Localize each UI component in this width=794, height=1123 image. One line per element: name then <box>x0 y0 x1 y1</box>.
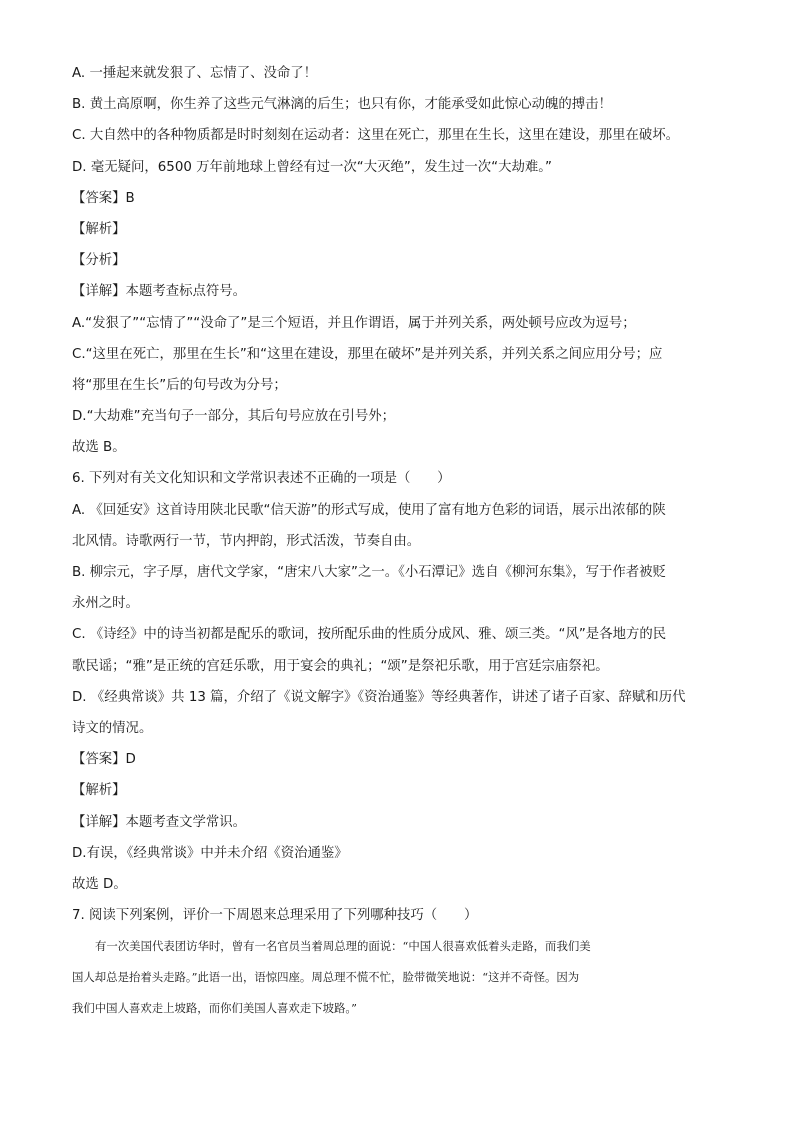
question-7: 7. 阅读下列案例，评价一下周恩来总理采用了下列哪种技巧（ ） <box>72 908 478 924</box>
detail-q6-d: D.有误，《经典常谈》中并未介绍《资治通鉴》 <box>72 845 348 861</box>
option-b-sentence: B. 黄土高原啊，你生养了这些元气淋漓的后生；也只有你，才能承受如此惊心动魄的搏击！ <box>72 97 612 113</box>
detail-a: A.“发狠了”“忘情了”“没命了”是三个短语，并且作谓语，属于并列关系，两处顿号应改为逗号； <box>72 315 636 331</box>
document-page <box>72 64 722 1018</box>
q6-option-b-line1: B. 柳宗元，字子厚，唐代文学家，“唐宋八大家”之一。《小石潭记》选自《柳河东集》，写于作者被贬 <box>72 565 666 580</box>
q6-option-a-line1: A. 《回延安》这首诗用陕北民歌“信天游”的形式写成，使用了富有地方色彩的词语，展示出浓郁的陕 <box>72 502 666 518</box>
option-d-sentence: D. 毫无疑问，6500 万年前地球上曾经有过一次“大灭绝”，发生过一次“大劫难。” <box>72 159 552 175</box>
answer-label-q5: 【答案】B <box>72 190 135 206</box>
conclusion-q6: 故选 D。 <box>72 876 127 892</box>
analysis-sub-label: 【分析】 <box>72 253 126 269</box>
analysis-label-q5: 【解析】 <box>72 221 126 237</box>
q6-option-d-line2: 诗文的情况。 <box>72 720 153 736</box>
passage-line: 我们中国人喜欢走上坡路，而你们美国人喜欢走下坡路。” <box>72 1001 357 1016</box>
option-a-sentence: A. 一捶起来就发狠了、忘情了、没命了！ <box>72 66 318 81</box>
detail-c-line2: 将“那里在生长”后的句号改为分号； <box>72 377 287 393</box>
q6-option-b-line2: 永州之时。 <box>72 596 139 612</box>
option-c-sentence: C. 大自然中的各种物质都是时时刻刻在运动者：这里在死亡，那里在生长，这里在建设，那里在破坏。 <box>72 128 680 144</box>
detail-intro-q5: 【详解】本题考查标点符号。 <box>72 284 247 300</box>
question-6: 6. 下列对有关文化知识和文学常识表述不正确的一项是（ ） <box>72 471 451 487</box>
q6-option-c-line1: C. 《诗经》中的诗当初都是配乐的歌词，按所配乐曲的性质分成风、雅、颂三类。“风”是各地方的民 <box>72 627 667 643</box>
q6-option-c-line2: 歌民谣；“雅”是正统的宫廷乐歌，用于宴会的典礼；“颂”是祭祀乐歌，用于宫廷宗庙祭祀。 <box>72 658 609 674</box>
case-passage <box>72 937 722 1018</box>
detail-c-line1: C.“这里在死亡，那里在生长”和“这里在建设，那里在破坏”是并列关系，并列关系之间应用分号；应 <box>72 346 663 362</box>
passage-line: 有一次美国代表团访华时，曾有一名官员当着周总理的面说：“中国人很喜欢低着头走路，而我们美 <box>95 939 591 954</box>
conclusion-q5: 故选 B。 <box>72 440 126 456</box>
detail-intro-q6: 【详解】本题考查文学常识。 <box>72 814 247 830</box>
answer-label-q6: 【答案】D <box>72 752 136 768</box>
detail-d: D.“大劫难”充当句子一部分，其后句号应放在引号外； <box>72 409 396 425</box>
q6-option-a-line2: 北风情。诗歌两行一节，节内押韵，形式活泼，节奏自由。 <box>72 533 421 549</box>
passage-line: 国人却总是抬着头走路。”此语一出，语惊四座。周总理不慌不忙，脸带微笑地说：“这并不奇怪。因为 <box>72 970 580 985</box>
analysis-label-q6: 【解析】 <box>72 783 126 799</box>
q6-option-d-line1: D. 《经典常谈》共 13 篇，介绍了《说文解字》《资治通鉴》等经典著作，讲述了诸子百家、辞赋和历代 <box>72 689 686 705</box>
